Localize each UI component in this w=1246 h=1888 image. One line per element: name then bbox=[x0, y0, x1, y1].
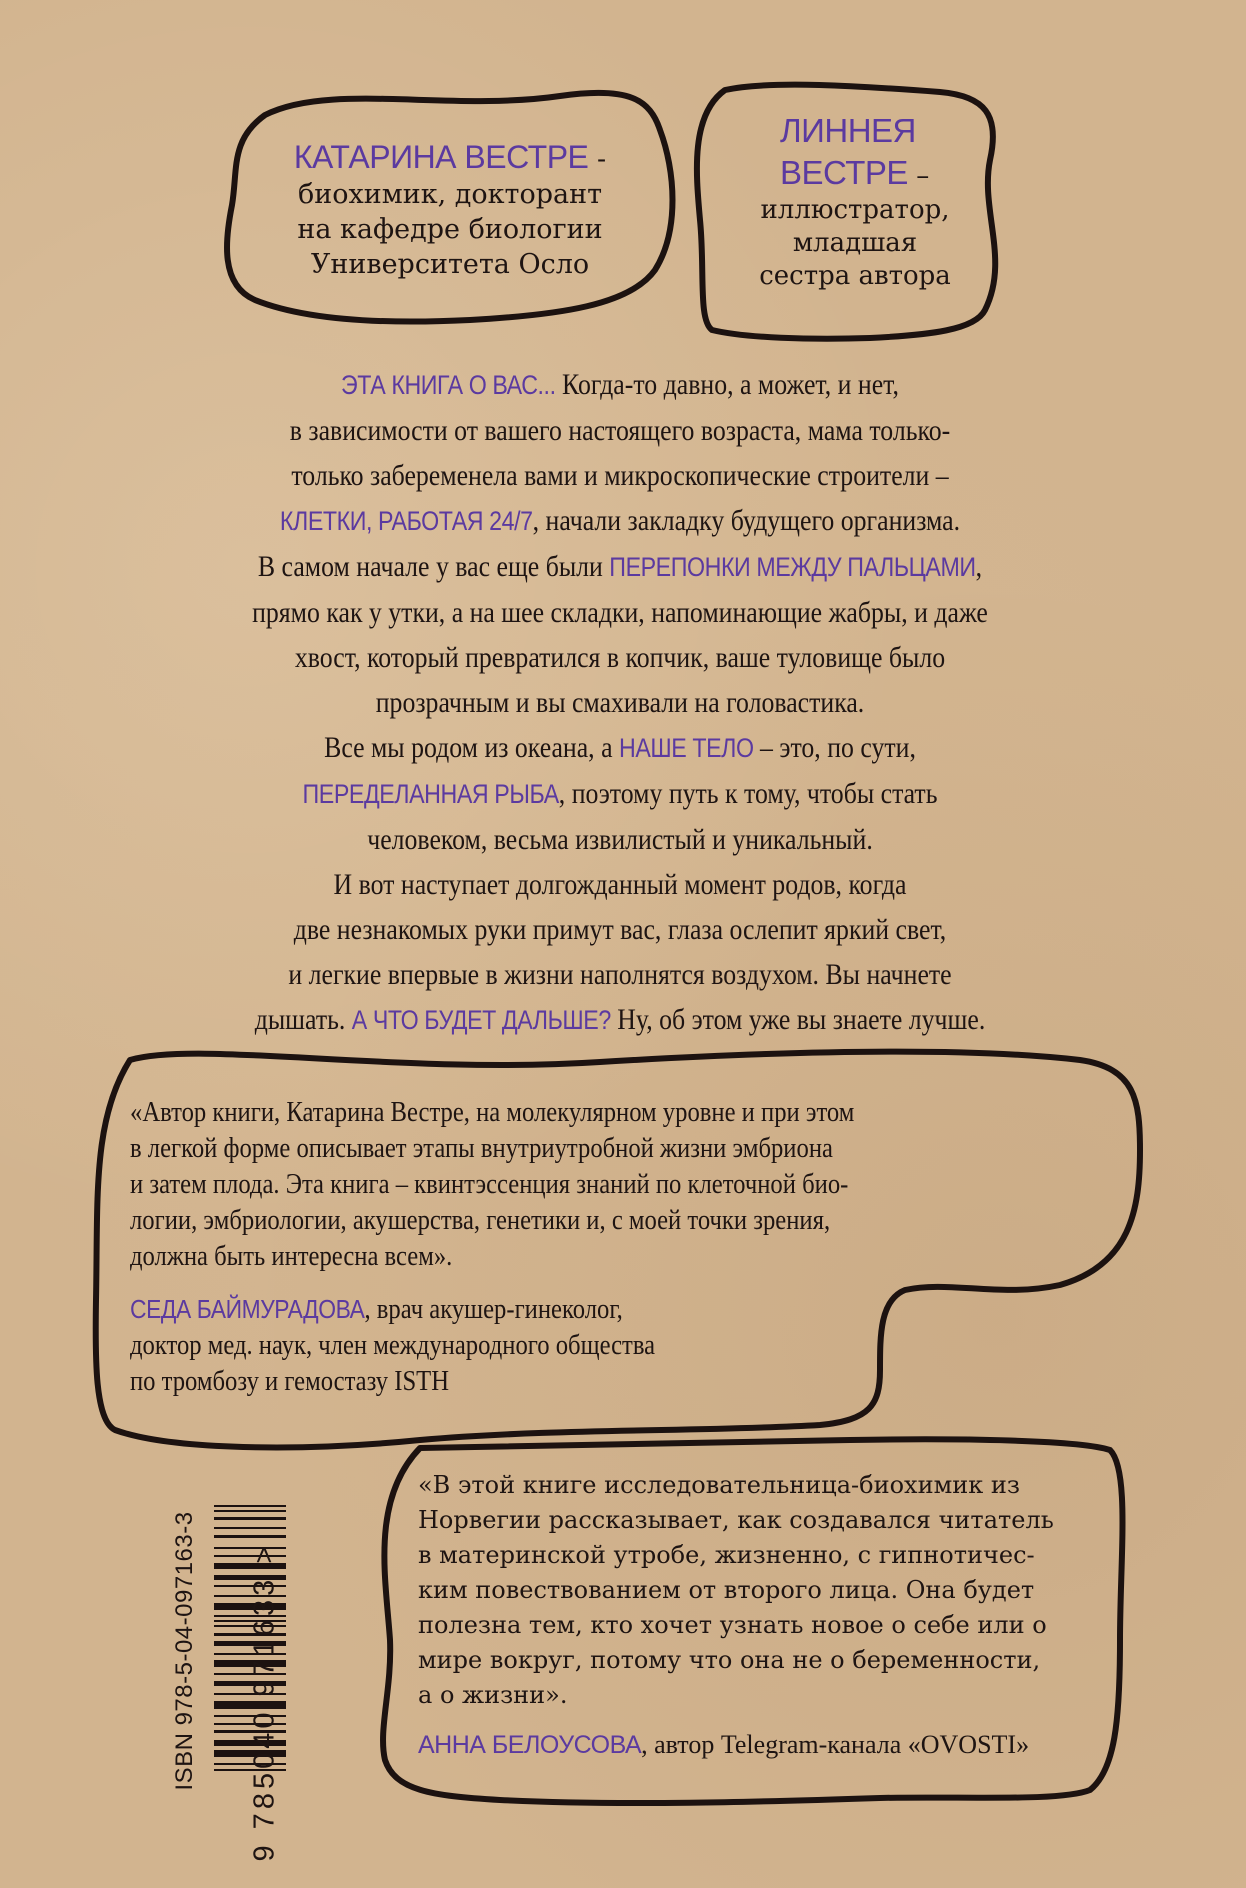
review1-line: логии, эмбриологии, акушерства, генетики и, с моей точки зрения, bbox=[130, 1205, 831, 1236]
review1-line: в легкой форме описывает этапы внутриутробной жизни эмбриона bbox=[130, 1133, 833, 1164]
isbn-barcode bbox=[170, 1465, 310, 1862]
blurb-text: дышать. bbox=[254, 1003, 352, 1036]
blurb-text: Когда-то давно, а может, и нет, bbox=[555, 368, 899, 401]
author-name-line bbox=[250, 138, 650, 177]
review1-sig-line bbox=[130, 1291, 940, 1328]
blurb-text: , bbox=[975, 550, 983, 583]
illustrator-name-line-1 bbox=[720, 110, 990, 152]
review2-line: ким повествованием от второго лица. Она будет bbox=[418, 1576, 1035, 1604]
blurb-line: только забеременела вами и микроскопические строители – bbox=[291, 459, 949, 492]
blurb-line: И вот наступает долгожданный момент родов, когда bbox=[333, 868, 907, 901]
author-dash: - bbox=[596, 144, 607, 175]
blurb-line bbox=[207, 544, 1033, 590]
illustrator-first-name: ЛИННЕЯ bbox=[780, 112, 916, 149]
review-2 bbox=[418, 1468, 1058, 1763]
review2-line: полезна тем, кто хочет узнать новое о себе или о bbox=[418, 1611, 1047, 1639]
review2-line: «В этой книге исследовательница-биохимик из bbox=[418, 1471, 1020, 1499]
blurb-text: Все мы родом из океана, а bbox=[324, 731, 619, 764]
blurb-line: в зависимости от вашего настоящего возраста, мама только- bbox=[289, 414, 951, 447]
review2-line: мире вокруг, потому что она не о беременности, bbox=[418, 1646, 1041, 1674]
author-desc-line-1: биохимик, докторант bbox=[297, 179, 603, 210]
blurb-line bbox=[207, 725, 1033, 771]
author-bubble bbox=[250, 138, 650, 282]
review1-line: должна быть интересна всем». bbox=[130, 1241, 453, 1272]
blurb-line bbox=[207, 498, 1033, 544]
author-desc-line-2: на кафедре биологии bbox=[297, 214, 603, 245]
ean-digits: 9 785040 971633 > bbox=[248, 1542, 281, 1862]
blurb-accent: ПЕРЕДЕЛАННАЯ РЫБА bbox=[302, 779, 559, 809]
blurb-line bbox=[207, 362, 1033, 408]
review-1 bbox=[130, 1095, 940, 1400]
blurb-accent: КЛЕТКИ, РАБОТАЯ 24/7 bbox=[279, 506, 533, 536]
review1-signature bbox=[130, 1291, 940, 1400]
blurb-text: Ну, об этом уже вы знаете лучше. bbox=[610, 1003, 986, 1036]
review2-line: Норвегии рассказывает, как создавался читатель bbox=[418, 1506, 1054, 1534]
review1-author-role: , врач акушер-гинеколог, bbox=[364, 1294, 623, 1325]
review1-author-name: СЕДА БАЙМУРАДОВА bbox=[130, 1294, 365, 1324]
author-name: КАТАРИНА ВЕСТРЕ bbox=[293, 139, 589, 175]
blurb-accent: А ЧТО БУДЕТ ДАЛЬШЕ? bbox=[351, 1005, 611, 1035]
blurb-text: – это, по сути, bbox=[753, 731, 916, 764]
review1-line: и затем плода. Эта книга – квинтэссенция знаний по клеточной био- bbox=[130, 1169, 849, 1200]
illustrator-desc-line-3: сестра автора bbox=[759, 261, 951, 291]
blurb-text: В самом начале у вас еще были bbox=[257, 550, 610, 583]
review2-line: в материнской утробе, жизненно, с гипнотичес- bbox=[418, 1541, 1035, 1569]
blurb-line: человеком, весьма извилистый и уникальный. bbox=[367, 823, 873, 856]
blurb-line: хвост, который превратился в копчик, ваше туловище было bbox=[294, 641, 946, 674]
illustrator-bubble bbox=[720, 110, 990, 293]
illustrator-desc-line-2: младшая bbox=[792, 228, 918, 258]
review1-author-role-3: по тромбозу и гемостазу ISTH bbox=[130, 1366, 450, 1397]
illustrator-desc-line-1: иллюстратор, bbox=[760, 195, 950, 225]
blurb-line: прямо как у утки, а на шее складки, напоминающие жабры, и даже bbox=[252, 596, 988, 629]
blurb-line: прозрачным и вы смахивали на головастика. bbox=[375, 686, 865, 719]
blurb-accent: ЭТА КНИГА О ВАС... bbox=[341, 370, 556, 400]
blurb-accent: НАШЕ ТЕЛО bbox=[618, 733, 754, 763]
review2-line: а о жизни». bbox=[418, 1681, 568, 1709]
illustrator-last-name: ВЕСТРЕ bbox=[780, 154, 908, 191]
blurb-text: , начали закладку будущего организма. bbox=[532, 504, 961, 537]
blurb-accent: ПЕРЕПОНКИ МЕЖДУ ПАЛЬЦАМИ bbox=[609, 552, 976, 582]
author-desc-line-3: Университета Осло bbox=[310, 249, 590, 280]
book-blurb bbox=[207, 362, 1033, 1043]
review2-author-role: , автор Telegram-канала «OVOSTI» bbox=[641, 1730, 1030, 1759]
blurb-line bbox=[207, 771, 1033, 817]
isbn-label: ISBN 978-5-04-097163-3 bbox=[171, 1511, 198, 1791]
illustrator-name-line-2 bbox=[720, 152, 990, 194]
illustrator-dash: – bbox=[916, 161, 930, 191]
blurb-line: и легкие впервые в жизни наполнятся воздухом. Вы начнете bbox=[288, 958, 952, 991]
review1-author-role-2: доктор мед. наук, член международного общества bbox=[130, 1330, 656, 1361]
review2-author-name: АННА БЕЛОУСОВА bbox=[418, 1731, 642, 1759]
blurb-line: две незнакомых руки примут вас, глаза ослепит яркий свет, bbox=[293, 913, 947, 946]
review2-signature bbox=[418, 1727, 1058, 1763]
blurb-text: , поэтому путь к тому, чтобы стать bbox=[558, 777, 938, 810]
review1-line: «Автор книги, Катарина Вестре, на молекулярном уровне и при этом bbox=[130, 1097, 855, 1128]
blurb-line bbox=[207, 997, 1033, 1043]
